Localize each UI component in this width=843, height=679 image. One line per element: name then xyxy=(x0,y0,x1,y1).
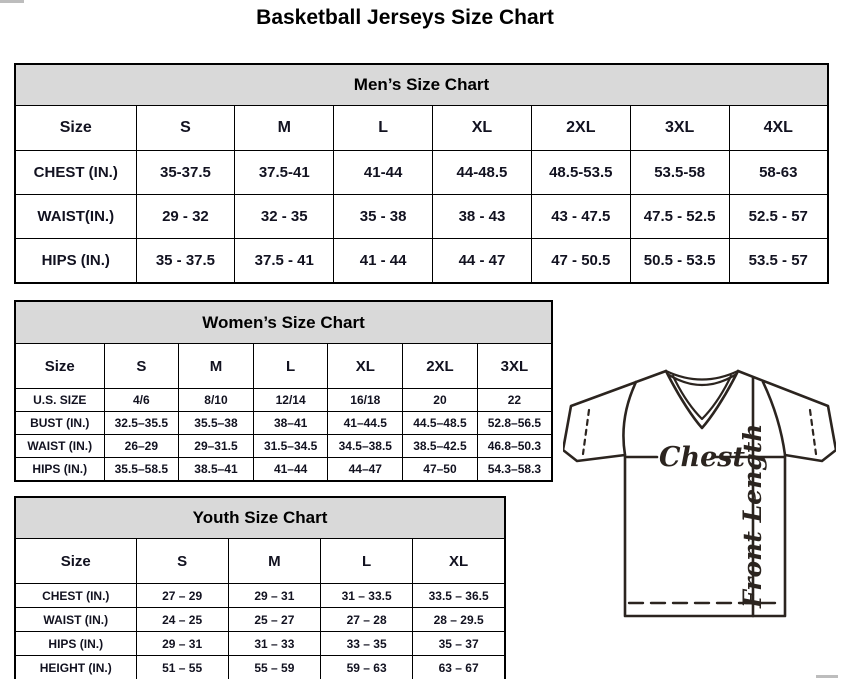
value-cell: 46.8–50.3 xyxy=(477,435,552,458)
value-cell: 48.5-53.5 xyxy=(531,151,630,195)
value-cell: 35.5–38 xyxy=(179,412,254,435)
value-cell: 29 – 31 xyxy=(228,584,320,608)
row-label-cell: HIPS (IN.) xyxy=(15,458,104,482)
size-header-cell: 3XL xyxy=(477,344,552,389)
value-cell: 27 – 29 xyxy=(136,584,228,608)
size-header-cell: XL xyxy=(328,344,403,389)
row-label-cell: WAIST (IN.) xyxy=(15,608,136,632)
size-header-cell: S xyxy=(136,539,228,584)
value-cell: 12/14 xyxy=(253,389,328,412)
row-label-cell: WAIST (IN.) xyxy=(15,435,104,458)
value-cell: 34.5–38.5 xyxy=(328,435,403,458)
size-header-cell: XL xyxy=(413,539,505,584)
value-cell: 35-37.5 xyxy=(136,151,235,195)
table-row xyxy=(15,458,552,482)
value-cell: 22 xyxy=(477,389,552,412)
value-cell: 25 – 27 xyxy=(228,608,320,632)
value-cell: 44.5–48.5 xyxy=(403,412,478,435)
front-length-label: Front Length xyxy=(738,423,767,608)
row-label-cell: CHEST (IN.) xyxy=(15,151,136,195)
mens-chart-title: Men’s Size Chart xyxy=(15,64,828,106)
table-row xyxy=(15,435,552,458)
value-cell: 53.5-58 xyxy=(630,151,729,195)
value-cell: 31.5–34.5 xyxy=(253,435,328,458)
value-cell: 55 – 59 xyxy=(228,656,320,679)
value-cell: 16/18 xyxy=(328,389,403,412)
value-cell: 58-63 xyxy=(729,151,828,195)
row-label-cell: CHEST (IN.) xyxy=(15,584,136,608)
row-label-cell: HIPS (IN.) xyxy=(15,632,136,656)
size-header-cell: L xyxy=(253,344,328,389)
value-cell: 35 - 37.5 xyxy=(136,239,235,284)
value-cell: 27 – 28 xyxy=(321,608,413,632)
row-label-cell: HIPS (IN.) xyxy=(15,239,136,284)
table-row xyxy=(15,539,505,584)
size-header-cell: XL xyxy=(433,106,532,151)
table-row xyxy=(15,412,552,435)
table-row xyxy=(15,195,828,239)
row-label-cell: WAIST(IN.) xyxy=(15,195,136,239)
value-cell: 35 – 37 xyxy=(413,632,505,656)
value-cell: 63 – 67 xyxy=(413,656,505,679)
value-cell: 33.5 – 36.5 xyxy=(413,584,505,608)
mens-size-chart-table xyxy=(14,63,829,284)
value-cell: 41–44 xyxy=(253,458,328,482)
value-cell: 29 – 31 xyxy=(136,632,228,656)
table-row xyxy=(15,344,552,389)
page-title: Basketball Jerseys Size Chart xyxy=(256,6,554,29)
size-header-cell: M xyxy=(179,344,254,389)
value-cell: 52.5 - 57 xyxy=(729,195,828,239)
value-cell: 29–31.5 xyxy=(179,435,254,458)
value-cell: 47 - 50.5 xyxy=(531,239,630,284)
table-row xyxy=(15,656,505,679)
scrollbar-fragment-right[interactable] xyxy=(816,675,838,678)
youth-chart-title: Youth Size Chart xyxy=(15,497,505,539)
table-row xyxy=(15,389,552,412)
size-header-cell: L xyxy=(334,106,433,151)
value-cell: 35 - 38 xyxy=(334,195,433,239)
table-row xyxy=(15,632,505,656)
value-cell: 31 – 33 xyxy=(228,632,320,656)
row-label-cell: U.S. SIZE xyxy=(15,389,104,412)
value-cell: 37.5 - 41 xyxy=(235,239,334,284)
value-cell: 26–29 xyxy=(104,435,179,458)
value-cell: 54.3–58.3 xyxy=(477,458,552,482)
value-cell: 20 xyxy=(403,389,478,412)
value-cell: 41–44.5 xyxy=(328,412,403,435)
youth-size-chart-table xyxy=(14,496,506,679)
value-cell: 59 – 63 xyxy=(321,656,413,679)
table-row xyxy=(15,584,505,608)
row-label-cell: HEIGHT (IN.) xyxy=(15,656,136,679)
size-header-cell: S xyxy=(104,344,179,389)
value-cell: 38 - 43 xyxy=(433,195,532,239)
table-row xyxy=(15,239,828,284)
value-cell: 4/6 xyxy=(104,389,179,412)
size-header-cell: 2XL xyxy=(403,344,478,389)
size-header-cell: 3XL xyxy=(630,106,729,151)
value-cell: 50.5 - 53.5 xyxy=(630,239,729,284)
size-header-cell: Size xyxy=(15,106,136,151)
value-cell: 29 - 32 xyxy=(136,195,235,239)
value-cell: 53.5 - 57 xyxy=(729,239,828,284)
value-cell: 41-44 xyxy=(334,151,433,195)
value-cell: 28 – 29.5 xyxy=(413,608,505,632)
size-header-cell: 2XL xyxy=(531,106,630,151)
row-label-cell: BUST (IN.) xyxy=(15,412,104,435)
womens-size-chart-table xyxy=(14,300,553,482)
value-cell: 24 – 25 xyxy=(136,608,228,632)
value-cell: 32 - 35 xyxy=(235,195,334,239)
jersey-right-cuff-dash xyxy=(810,410,816,454)
jersey-left-cuff-dash xyxy=(583,410,589,454)
scrollbar-fragment-left[interactable] xyxy=(0,0,24,3)
value-cell: 37.5-41 xyxy=(235,151,334,195)
value-cell: 44–47 xyxy=(328,458,403,482)
chest-label: Chest xyxy=(659,442,745,473)
table-row xyxy=(15,106,828,151)
value-cell: 43 - 47.5 xyxy=(531,195,630,239)
value-cell: 51 – 55 xyxy=(136,656,228,679)
value-cell: 52.8–56.5 xyxy=(477,412,552,435)
jersey-left-seam xyxy=(623,382,636,455)
jersey-measurement-diagram xyxy=(563,366,836,622)
size-header-cell: Size xyxy=(15,539,136,584)
value-cell: 44 - 47 xyxy=(433,239,532,284)
value-cell: 47–50 xyxy=(403,458,478,482)
value-cell: 41 - 44 xyxy=(334,239,433,284)
value-cell: 38–41 xyxy=(253,412,328,435)
jersey-outline xyxy=(563,371,836,616)
value-cell: 44-48.5 xyxy=(433,151,532,195)
size-header-cell: 4XL xyxy=(729,106,828,151)
value-cell: 31 – 33.5 xyxy=(321,584,413,608)
value-cell: 8/10 xyxy=(179,389,254,412)
value-cell: 33 – 35 xyxy=(321,632,413,656)
womens-chart-title: Women’s Size Chart xyxy=(15,301,552,344)
size-header-cell: M xyxy=(235,106,334,151)
value-cell: 47.5 - 52.5 xyxy=(630,195,729,239)
size-header-cell: M xyxy=(228,539,320,584)
size-header-cell: Size xyxy=(15,344,104,389)
table-row xyxy=(15,608,505,632)
value-cell: 32.5–35.5 xyxy=(104,412,179,435)
size-header-cell: L xyxy=(321,539,413,584)
value-cell: 38.5–42.5 xyxy=(403,435,478,458)
table-row xyxy=(15,151,828,195)
value-cell: 38.5–41 xyxy=(179,458,254,482)
size-header-cell: S xyxy=(136,106,235,151)
value-cell: 35.5–58.5 xyxy=(104,458,179,482)
